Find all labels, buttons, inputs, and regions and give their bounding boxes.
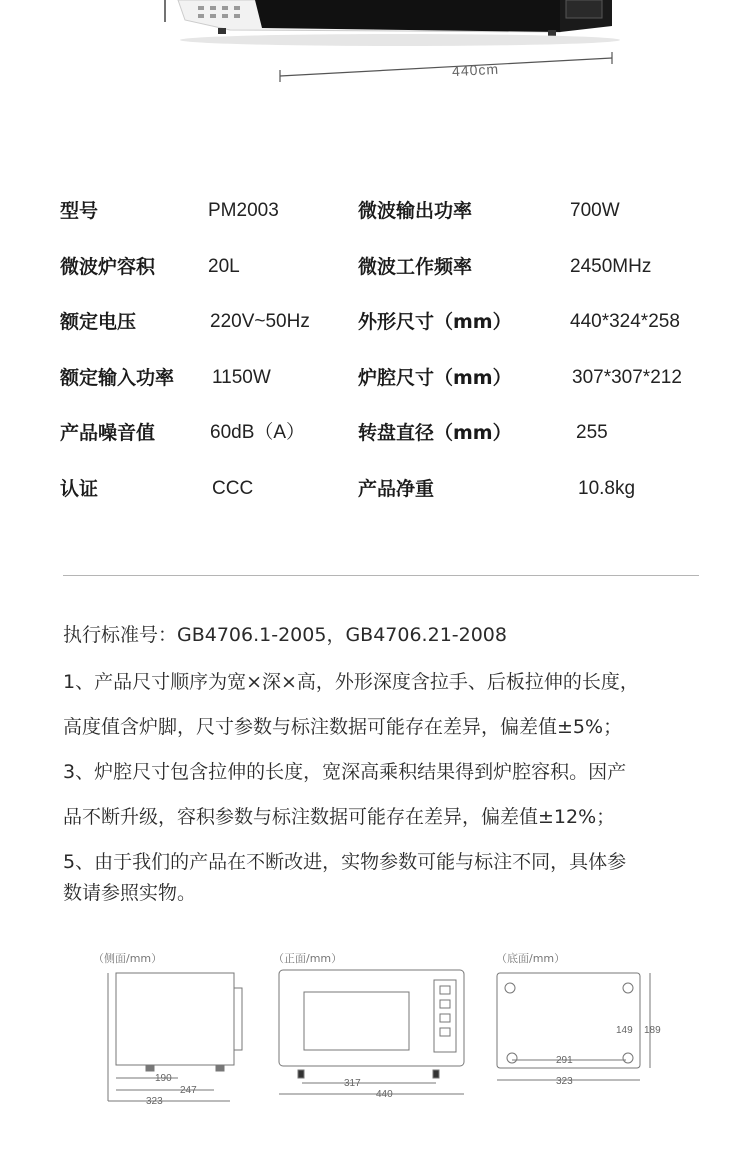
spec-row bbox=[0, 474, 750, 504]
spec-value: 60dB（A） bbox=[210, 422, 306, 443]
microwave-photo-fragment bbox=[0, 0, 750, 100]
note-line: 3、炉腔尺寸包含拉伸的长度，宽深高乘积结果得到炉腔容积。因产 bbox=[63, 761, 627, 783]
side-view-title: （侧面/mm） bbox=[93, 952, 163, 965]
spec-value: 220V~50Hz bbox=[210, 311, 310, 332]
front-dim-317: 317 bbox=[344, 1078, 361, 1089]
spec-label: 转盘直径（mm） bbox=[358, 422, 512, 444]
spec-value: 20L bbox=[208, 256, 240, 277]
spec-label: 外形尺寸（mm） bbox=[358, 311, 512, 333]
spec-label: 额定输入功率 bbox=[60, 367, 175, 389]
diagram-drawings bbox=[0, 940, 750, 1120]
spec-value: PM2003 bbox=[208, 200, 279, 221]
front-dim-440: 440 bbox=[376, 1089, 393, 1100]
side-dim-190: 190 bbox=[155, 1073, 172, 1084]
spec-row bbox=[0, 418, 750, 448]
spec-label: 炉腔尺寸（mm） bbox=[358, 367, 512, 389]
product-photo bbox=[0, 0, 750, 100]
side-dim-247: 247 bbox=[180, 1085, 197, 1096]
spec-label: 认证 bbox=[60, 478, 99, 500]
front-view-title: （正面/mm） bbox=[273, 952, 343, 965]
spec-row bbox=[0, 363, 750, 393]
bottom-dim-291: 291 bbox=[556, 1055, 573, 1066]
spec-label: 微波炉容积 bbox=[60, 256, 156, 278]
spec-label: 微波输出功率 bbox=[358, 200, 473, 222]
side-dim-323: 323 bbox=[146, 1096, 163, 1107]
bottom-dim-323: 323 bbox=[556, 1076, 573, 1087]
side-view-drawing bbox=[108, 973, 242, 1101]
note-line: 品不断升级，容积参数与标注数据可能存在差异，偏差值±12%； bbox=[63, 806, 616, 828]
spec-value: 255 bbox=[576, 422, 608, 443]
width-dimension-label: 440cm bbox=[451, 60, 500, 80]
front-view-drawing bbox=[279, 970, 464, 1094]
section-divider bbox=[63, 575, 699, 576]
spec-value: 2450MHz bbox=[570, 256, 652, 277]
spec-value: CCC bbox=[212, 478, 254, 499]
standard-number: 执行标准号：GB4706.1-2005，GB4706.21-2008 bbox=[63, 624, 507, 646]
bottom-dim-189: 189 bbox=[644, 1025, 661, 1036]
spec-value: 440*324*258 bbox=[570, 311, 680, 332]
note-line: 高度值含炉脚，尺寸参数与标注数据可能存在差异，偏差值±5%； bbox=[63, 716, 623, 738]
spec-row bbox=[0, 196, 750, 226]
bottom-view-title: （底面/mm） bbox=[496, 952, 566, 965]
spec-label: 产品净重 bbox=[358, 478, 435, 500]
spec-label: 产品噪音值 bbox=[60, 422, 156, 444]
spec-row bbox=[0, 252, 750, 282]
spec-value: 1150W bbox=[212, 367, 271, 388]
spec-value: 307*307*212 bbox=[572, 367, 682, 388]
note-line: 5、由于我们的产品在不断改进，实物参数可能与标注不同，具体参 bbox=[63, 851, 627, 873]
spec-label: 微波工作频率 bbox=[358, 256, 473, 278]
spec-label: 额定电压 bbox=[60, 311, 137, 333]
spec-value: 700W bbox=[570, 200, 620, 221]
spec-row bbox=[0, 307, 750, 337]
spec-label: 型号 bbox=[60, 200, 99, 222]
spec-value: 10.8kg bbox=[578, 478, 636, 499]
note-line: 数请参照实物。 bbox=[63, 882, 197, 904]
note-line: 1、产品尺寸顺序为宽×深×高，外形深度含拉手、后板拉伸的长度， bbox=[63, 671, 639, 693]
bottom-dim-149: 149 bbox=[616, 1025, 633, 1036]
